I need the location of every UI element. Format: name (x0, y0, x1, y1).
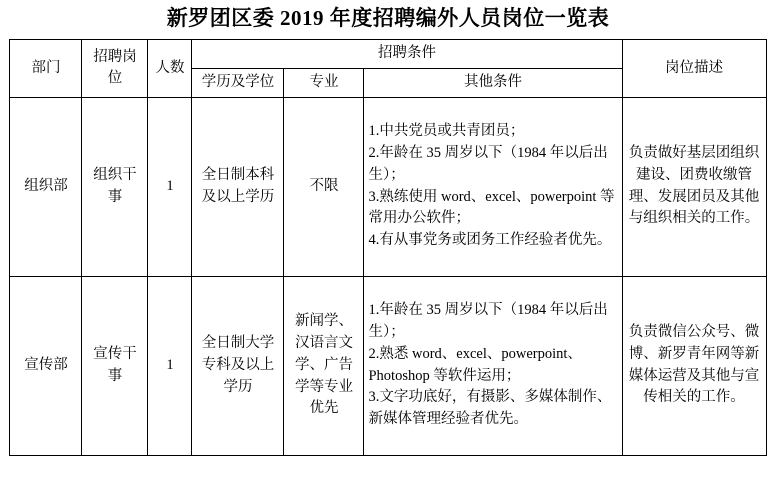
table-header-row-1 (10, 40, 766, 69)
condition-item: 2.年龄在 35 周岁以下（1984 年以后出生）； (368, 145, 608, 183)
condition-item: 4.有从事党务或团务工作经验者优先。 (368, 232, 612, 249)
header-description: 岗位描述 (622, 40, 766, 98)
cell-education: 全日制本科及以上学历 (192, 97, 284, 276)
condition-item: 1.年龄在 35 周岁以下（1984 年以后出生）； (368, 302, 608, 341)
cell-post: 宣传干事 (82, 276, 148, 455)
cell-count: 1 (148, 276, 192, 455)
cell-major: 不限 (284, 97, 364, 276)
header-major: 专业 (284, 68, 364, 97)
condition-item: 1.中共党员或共青团员； (368, 123, 525, 140)
header-count: 人数 (148, 40, 192, 98)
condition-item: 3.熟练使用 word、excel、powerpoint 等常用办公软件； (368, 188, 615, 227)
condition-item: 3.文字功底好，有摄影、多媒体制作、新媒体管理经验者优先。 (368, 389, 612, 428)
header-post: 招聘岗位 (82, 40, 148, 98)
header-education: 学历及学位 (192, 68, 284, 97)
cell-count: 1 (148, 97, 192, 276)
header-conditions-group: 招聘条件 (192, 40, 622, 69)
cell-dept: 组织部 (10, 97, 82, 276)
cell-post: 组织干事 (82, 97, 148, 276)
cell-other-conditions (364, 97, 622, 276)
cell-education: 全日制大学专科及以上学历 (192, 276, 284, 455)
header-dept: 部门 (10, 40, 82, 98)
page-title: 新罗团区委 2019 年度招聘编外人员岗位一览表 (166, 6, 610, 30)
job-positions-table (9, 39, 766, 456)
cell-major: 新闻学、汉语言文学、广告学等专业优先 (284, 276, 364, 455)
condition-item: 2.熟悉 word、excel、powerpoint、Photoshop 等软件运用； (368, 345, 582, 384)
cell-other-conditions (364, 276, 622, 455)
cell-dept: 宣传部 (10, 276, 82, 455)
table-row (10, 97, 766, 276)
header-other: 其他条件 (364, 68, 622, 97)
cell-description: 负责做好基层团组织建设、团费收缴管理、发展团员及其他与组织相关的工作。 (622, 97, 766, 276)
cell-description: 负责微信公众号、微博、新罗青年网等新媒体运营及其他与宣传相关的工作。 (622, 276, 766, 455)
table-row (10, 276, 766, 455)
